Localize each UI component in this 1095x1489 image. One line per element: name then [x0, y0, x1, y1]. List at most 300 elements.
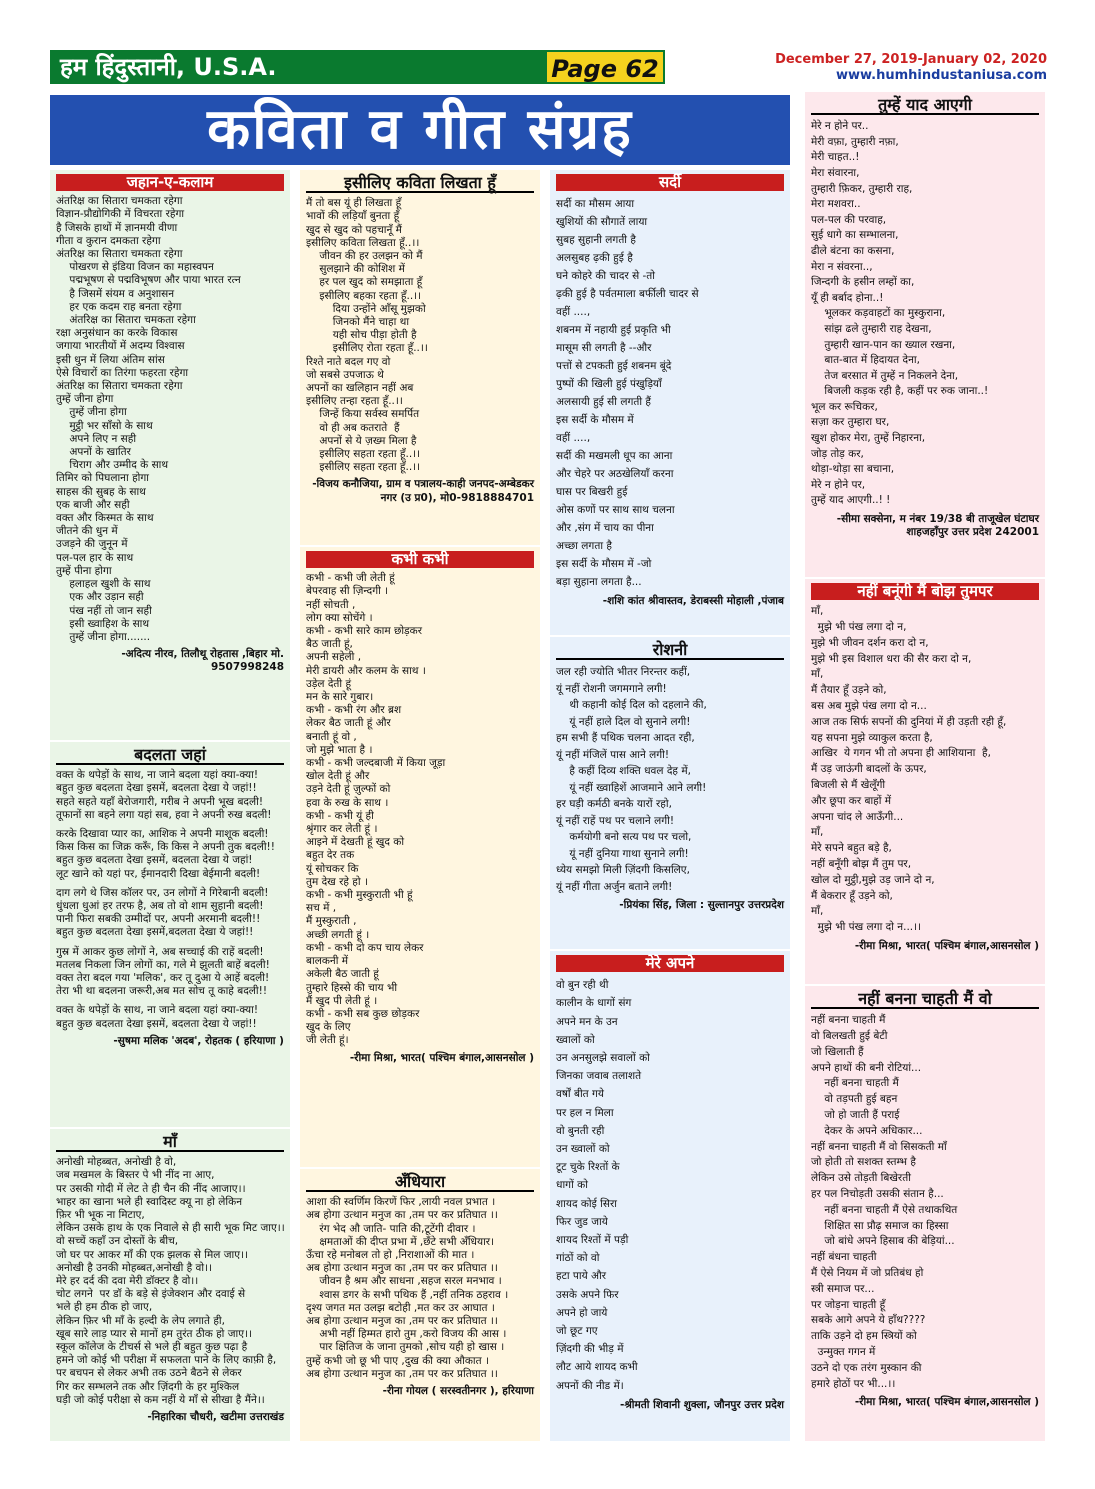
poem-line: बहुत कुछ बदलता देखा इसमें, बदलता देखा ये जहां! [56, 854, 253, 867]
poem-line: हम सभी हैं पथिक चलना आदत रही, [556, 732, 695, 745]
poem-line: घने कोहरे की चादर से -तो [556, 270, 656, 283]
poem-line: नहीं बंधना चाहती [811, 1251, 877, 1264]
poem-line: वर्षों बीत गये [556, 1088, 605, 1101]
poem-line: जिन्हें किया सर्वस्व समर्पित [306, 408, 420, 421]
poem-body [306, 572, 534, 1047]
poem-line: वक्त के थपेड़ों के साथ, ना जाने बदला यहां क्या-क्या! [56, 769, 259, 782]
poem-line: अंतरिक्ष का सितारा चमकता रहेगा [56, 314, 196, 327]
poem-title: नहीं बनना चाहती मैं वो [811, 990, 1039, 1009]
poem-line: कालीन के धागों संग [556, 997, 632, 1010]
poem-badalta-jahan [50, 742, 290, 1127]
poem-line: मन के सारे गुबार। [306, 691, 374, 704]
poem-line: आज तक सिर्फ सपनों की दुनियां में ही उड़ती रही हूँ, [811, 715, 1007, 728]
poem-author: -विजय कनौजिया, ग्राम व पत्रालय-काही जनपद-अम्बेडकर नगर (उ प्र0), मो0-9818884701 [312, 478, 534, 504]
poem-title: नहीं बनूंगी मैं बोझ तुमपर [811, 583, 1039, 600]
poem-line: यूं सोचकर कि [306, 862, 359, 875]
poem-line: ढ़की हुई है पर्वतमाला बर्फीली चादर से [556, 288, 699, 301]
poem-isiliye-kavita [300, 170, 540, 545]
poem-line: अंतरिक्ष का सितारा चमकता रहेगा [56, 248, 183, 261]
poem-line: पानी फिरा सबकी उम्मीदों पर, अपनी अरमानी बदली!! [56, 913, 261, 926]
poem-line: अलसायी हुई सी लगती हैं [556, 396, 651, 409]
poem-line: अंतरिक्ष का सितारा चमकता रहेगा [56, 380, 183, 393]
poem-line: थोड़ा-थोड़ा सा बचाना, [811, 463, 895, 476]
poem-line: इसीलिए बहका रहता हूँ..।। [306, 289, 422, 302]
poem-line: उन अनसुलझे सवालों को [556, 1052, 650, 1065]
poem-body [56, 769, 284, 1031]
poem-line: पुष्पों की खिली हुई पंखुड़ियाँ [556, 378, 662, 391]
poem-line: जगाया भारतीयों में अदम्य विश्वास [56, 340, 185, 353]
poem-line: उजड़ने की जुनून में [56, 538, 128, 551]
poem-line: इसीलिए तन्हा रहता हूँ..।। [306, 395, 403, 408]
poem-line: पार क्षितिज के जाना तुमको ,सोच यही हो खास । [306, 1341, 505, 1354]
poem-line: श्रृंगार कर लेती हूं । [306, 823, 378, 836]
poem-line: अपने मन के उन [556, 1015, 618, 1028]
poem-line: अभी नहीं हिम्मत हारो तुम ,करो विजय की आस । [306, 1328, 507, 1341]
poem-line: धागों को [556, 1179, 588, 1192]
poem-line: माँ, [811, 605, 824, 618]
poem-title: तुम्हें याद आएगी [811, 96, 1039, 115]
poem-line: मेरा न संवरना.., [811, 260, 873, 273]
poem-line: खोल देती हूं और [306, 770, 370, 783]
poem-line: माँ, [811, 826, 824, 839]
poem-line: रक्षा अनुसंधान का करके विकास [56, 327, 178, 340]
poem-line: लौट आये शायद कभी [556, 1361, 638, 1374]
website-link[interactable]: www.humhindustaniusa.com [835, 68, 1047, 83]
poem-line: है जिसमें संयम व अनुशासन [56, 287, 175, 300]
poem-line: एक और उड़ान सही [56, 591, 144, 604]
poem-line: कर्मयोगी बनो सत्य पथ पर चलो, [556, 831, 692, 844]
poem-line: ताकि उड़ने दो हम स्त्रियों को [811, 1330, 917, 1343]
poem-body [556, 664, 784, 895]
poem-line: पल-पल की परवाह, [811, 213, 887, 226]
poem-line: मैं तैयार हूँ उड़ने को, [811, 684, 887, 697]
poem-mere-apne [550, 951, 790, 1441]
poem-line: बिजली कड़क रही है, कहीं पर रुक जाना..! [811, 385, 989, 398]
poem-line: अलसुबह ढ़की हुई है [556, 252, 633, 265]
poem-line: ज़िंदगी की भीड़ में [556, 1343, 624, 1356]
poem-line: माँ, [811, 668, 824, 681]
poem-line: तुम्हारे हिस्से की चाय भी [306, 981, 398, 994]
poem-line: नहीं बनना चाहती मैं ऐसे तथाकथित [811, 1203, 958, 1216]
poem-line: नहीं सोचती , [306, 598, 356, 611]
poem-line: बहुत कुछ बदलता देखा इसमें, बदलता देखा ये जहां!! [56, 782, 257, 795]
poem-author: -रीमा मिश्रा, भारत( पश्चिम बंगाल,आसनसोल ) [854, 939, 1039, 952]
poem-line: नहीं बनना चाहती मैं [811, 1014, 886, 1027]
poem-line: मैं खुद पी लेती हूं । [306, 994, 378, 1007]
poem-line: और चेहरे पर अठखेलियाँ करना [556, 468, 674, 481]
poem-line: वो ही अब कतराते हैं [306, 421, 400, 434]
poem-line: हमारे होठों पर भी...।। [811, 1377, 896, 1390]
poem-line: जोड़ तोड़ कर, [811, 447, 864, 460]
poem-line: सच में , [306, 902, 337, 915]
poem-line: रिश्ते नाते बदल गए वो [306, 355, 391, 368]
poem-line: तुम देख रहे हो । [306, 875, 368, 888]
poem-line: नहीं बनूँगी बोझ मैं तुम पर, [811, 857, 912, 870]
poem-line: लेकिन उसके हाथ के एक निवाले से ही सारी भूक मिट जाए।। [56, 1222, 285, 1235]
poem-title: माँ [56, 1133, 284, 1152]
poem-title: बदलता जहां [56, 746, 284, 765]
poem-line: तुम्हें जीना होगा....... [56, 630, 151, 643]
poem-line: शिक्षित सा प्रौढ़ समाज का हिस्सा [811, 1219, 949, 1232]
poem-line: यही सोच पीड़ा होती है [306, 329, 417, 342]
poem-title: सर्दी [556, 174, 784, 191]
poem-line: अपनों के खातिर [56, 446, 131, 459]
poem-body [556, 976, 784, 1395]
poem-author: -निहारिका चौधरी, खटीमा उत्तराखंड [147, 1411, 284, 1424]
poem-line: गांठों को वो [556, 1252, 600, 1265]
poem-line: मेरे न होने पर, [811, 478, 866, 491]
poem-line: कभी - कभी यूं ही [306, 809, 374, 822]
poem-line: हर एक कदम राह बनता रहेगा [56, 300, 182, 313]
poem-line: अपने हो जाये [556, 1306, 608, 1319]
poem-line: घड़ी जो कोई परीक्षा से कम नहीं ये माँ से सीखा है मैंने।। [56, 1393, 265, 1406]
poem-line: यूं नहीं रोशनी जगमगाने लगी! [556, 682, 667, 695]
poem-line: बस अब मुझे पंख लगा दो न... [811, 699, 927, 712]
poem-line: फ़िर भी भूक ना मिटाए, [56, 1209, 145, 1222]
poem-body [306, 1196, 534, 1381]
poem-line: और छूपा कर बाहों में [811, 794, 892, 807]
poem-line: भूल कर रूचिकर, [811, 400, 878, 413]
poem-line: जीवन की हर उलझन को मैं [306, 250, 423, 263]
poem-line: मेरे हर दर्द की दवा मेरी डॉक्टर है वो।। [56, 1275, 199, 1288]
poem-line: जिनको मैंने चाहा था [306, 316, 410, 329]
poem-title: रोशनी [556, 641, 784, 660]
poem-title: कभी कभी [306, 551, 534, 568]
poem-body [811, 1013, 1039, 1392]
poem-line: मैं तो बस यूं ही लिखता हूँ [306, 197, 402, 210]
poem-line: जो बांधे अपने हिसाब की बेड़ियां... [811, 1235, 955, 1248]
poem-line: बनाती हूं वो , [306, 730, 357, 743]
poem-line: जो होती तो सशक्त स्तम्भ है [811, 1156, 916, 1169]
poem-line: बड़ा सुहाना लगता है... [556, 576, 642, 589]
poem-line: मेरा संवारना, [811, 166, 860, 179]
poem-line: तेज बरसात में तुम्हें न निकलने देना, [811, 369, 959, 382]
poem-line: बिजली से मैं खेलूँगी [811, 778, 886, 791]
poem-line: गिर कर सम्भलने तक और ज़िंदगी के हर मुश्किल [56, 1380, 240, 1393]
poem-line: श्वास डगर के सभी पथिक हैं ,नहीं तनिक ठहराव । [306, 1288, 509, 1301]
poem-line: लेकिन फ़िर भी माँ के हल्दी के लेप लगाते ही, [56, 1314, 225, 1327]
poem-line: कभी - कभी जल्दबाजी में किया जूड़ा [306, 757, 446, 770]
poem-line: मुझे भी पंख लगा दो न, [811, 621, 907, 633]
poem-line: सुई धागे का सम्भालना, [811, 229, 899, 242]
poem-line: इसीलिए सहता रहता हूँ..।। [306, 448, 421, 461]
poem-line: सुबह सुहानी लगती है [556, 234, 636, 247]
poem-line: अनोखी है उनकी मोहब्बत,अनोखी है वो।। [56, 1261, 213, 1274]
poem-line: टूट चुके रिश्तों के [556, 1161, 620, 1174]
poem-sardi [550, 170, 790, 635]
masthead-brand: हम हिंदुस्तानी, U.S.A. [50, 50, 550, 84]
poem-line: कभी - कभी रंग और ब्रश [306, 704, 402, 717]
poem-line: पर जोड़ना चाहती हूँ [811, 1298, 886, 1311]
poem-line: इसी ख्वाहिश के साथ [56, 617, 150, 630]
poem-line: वो तड़पती हुई बहन [811, 1093, 898, 1106]
poem-line: सुलझाने की कोशिश में [306, 263, 405, 276]
poem-line: विज्ञान-प्रौद्योगिकी में विचरता रहेगा [56, 208, 185, 221]
poem-line: पल-पल हार के साथ [56, 551, 134, 564]
poem-line: चोट लगने पर डॉ के बड़े से इंजेक्शन और दवाई से [56, 1288, 246, 1301]
poem-line: हवा के रुख के साथ । [306, 796, 389, 809]
poem-line: मासूम सी लगती है --और [556, 342, 652, 355]
poem-line: बहुत कुछ बदलता देखा इसमें, बदलता देखा ये जहां!! [56, 1017, 257, 1030]
poem-line: जो हो जाती हैं पराई [811, 1108, 900, 1121]
poem-line: ध्येय समझो मिली ज़िंदगी किसलिए, [556, 864, 690, 877]
poem-line: खुद से खुद को पहचानूँ मैं [306, 223, 402, 236]
poem-line: अपनों की नीड में। [556, 1379, 624, 1392]
poem-line: बात-बात में हिदायत देना, [811, 354, 920, 367]
poem-line: क्षमताओं की दीप्त प्रभा में ,छँटे सभी अँधियार। [306, 1235, 495, 1248]
poem-line: ढीले बंटना का कसना, [811, 244, 895, 257]
poem-line: वक्त के थपेड़ों के साथ, ना जाने बदला यहां क्या-क्या! [56, 1004, 259, 1017]
poem-line: कभी - कभी सारे काम छोड़कर [306, 625, 423, 638]
poem-line: नहीं बनना चाहती मैं [811, 1077, 899, 1090]
poem-body [56, 1156, 284, 1407]
poem-line: गीता व कुरान दमकता रहेगा [56, 234, 161, 247]
poem-line: वो बिलखती हुई बेटी [811, 1030, 888, 1042]
poem-line: हटा पाये और [556, 1270, 607, 1283]
poem-line: लेकर बैठ जाती हूं और [306, 717, 391, 730]
poem-line: इसीलिए कविता लिखता हूँ..।। [306, 236, 420, 249]
poem-line: मुट्ठी भर साँसो के साथ [56, 419, 153, 432]
poem-line: एक बाजी और सही [56, 498, 130, 511]
poem-line: जो खिलाती हैं [811, 1045, 864, 1058]
poem-line: यह सपना मुझे व्याकुल करता है, [811, 731, 933, 744]
poem-line: धुंधला धुआं हर तरफ है, अब तो वो शाम सुहानी बदली! [56, 900, 264, 913]
poem-line: यूं नहीं मंजिलें पास आने लगी! [556, 748, 670, 761]
poem-line: ऐसे विचारों का तिरंगा फहरता रहेगा [56, 366, 189, 379]
poem-line: भूलकर कड़वाहटों का मुस्कुराना, [811, 307, 946, 320]
poem-line: साहस की सुबह के साथ [56, 485, 146, 498]
poem-line: थी कहानी कोई दिल को दहलाने की, [556, 699, 707, 712]
poem-line: कभी - कभी दो कप चाय लेकर [306, 941, 424, 954]
poem-line: यूं नहीं गीता अर्जुन बताने लगी! [556, 880, 673, 893]
poem-line: मेरी डायरी और कलम के साथ । [306, 664, 426, 677]
poem-line: मतलब निकला जिन लोगों का, गले मे झुलती बाहें बदली! [56, 958, 270, 971]
poem-line: अब होगा उत्थान मनुज का ,तम पर कर प्रतिघात ।। [306, 1209, 498, 1222]
poem-line: जिनका जवाब तलाशते [556, 1070, 642, 1083]
poem-line: स्त्री समाज पर... [811, 1282, 875, 1295]
poem-line: घास पर बिखरी हुई [556, 486, 628, 499]
poem-line: उड़ने देती हूं ज़ुल्फों को [306, 783, 391, 796]
poem-line: मेरी चाहत..! [811, 151, 860, 164]
poem-line: इसी धुन में लिया अंतिम सांस [56, 353, 165, 366]
poem-line: पत्तों से टपकती हुई शबनम बूंदे [556, 360, 672, 373]
poem-line: तुम्हारी फ़िकर, तुम्हारी राह, [811, 182, 913, 195]
poem-line: भावों की लड़ियाँ बुनता हूँ [306, 210, 400, 223]
poem-line: सांझ ढले तुम्हारी राह देखना, [811, 322, 932, 335]
poem-body [556, 195, 784, 591]
poem-line: हर पल खुद को समझाता हूँ [306, 276, 423, 289]
poem-body [811, 119, 1039, 509]
poem-line: अकेली बैठ जाती हूं [306, 968, 379, 981]
poem-line: शबनम में नहायी हुई प्रकृति भी [556, 324, 671, 337]
poem-line: तुम्हें जीना होगा [56, 406, 127, 419]
poem-line: अपनों का खलिहान नहीं अब [306, 382, 414, 395]
poem-line: जो सबसे उपजाऊ थे [306, 368, 384, 381]
poem-line: इस सर्दी के मौसम में -जो [556, 558, 652, 571]
poem-line: ओस कणों पर साथ साथ चलना [556, 504, 675, 517]
poem-line: जो मुझे भाता है । [306, 743, 373, 756]
poem-andhiyara [300, 1169, 540, 1441]
poem-line: कभी - कभी मुस्कुराती भी हूं [306, 889, 413, 902]
poem-line: उन ख्वालों को [556, 1143, 610, 1156]
poem-line: दृश्य जगत मत उलझ बटोही ,मत कर उर आघात । [306, 1301, 495, 1314]
poem-line: यूँ ही बर्बाद होना..! [811, 291, 884, 304]
poem-line: उड़ेल देती हूं [306, 677, 352, 690]
poem-line: रंग भेद औ जाति- पाति की,टूटेंगी दीवार । [306, 1222, 476, 1235]
poem-tumhe-yaad-aayegi [805, 92, 1045, 577]
poem-line: मुझे भी इस विशाल धरा की सैर करा दो न, [811, 652, 972, 665]
poem-line: सबके आगे अपने ये हाँथ???? [811, 1314, 926, 1327]
poem-line: जो घर पर आकर माँ की एक झलक से मिल जाए।। [56, 1248, 248, 1261]
issue-date: December 27, 2019-January 02, 2020 [775, 52, 1047, 67]
poem-title: जहान-ए-कलाम [56, 174, 284, 191]
poem-line: बैठ जाती हूं, [306, 638, 353, 651]
poem-nahi-banungi-bojh [805, 579, 1045, 984]
poem-line: है जिसके हाथों में ज्ञानमयी वीणा [56, 221, 178, 234]
poem-line: यूं नहीं राहें पथ पर चलाने लगी! [556, 814, 675, 827]
page-header [0, 0, 1095, 90]
poem-line: ऊँचा रहे मनोबल तो हो ,निराशाओं की मात । [306, 1249, 475, 1262]
poem-line: गुस्र में आकर कुछ लोगों ने, अब सच्चाई की राहें बदली! [56, 945, 264, 958]
poem-line: यूं नहीं ख्वाहिशें आजमाने आने लगी! [556, 781, 707, 794]
poem-line: मैं ऐसे नियम में जो प्रतिबंध हो [811, 1266, 924, 1279]
poem-line: हलाहल खुशी के साथ [56, 578, 151, 591]
poem-line: खुश होकर मेरा, तुम्हें निहारना, [811, 432, 926, 445]
poem-line: भले ही हम ठीक हो जाए, [56, 1301, 153, 1314]
poem-line: उठने दो एक तरंग मुस्कान की [811, 1361, 922, 1374]
poem-line: तूफानों सा बहने लगा यहां सब, हवा ने अपनी रुख बदली! [56, 808, 272, 821]
poem-line: करके दिखावा प्यार का, आशिक ने अपनी माशूक बदली! [56, 828, 269, 841]
poem-line: जब मखमल के बिस्तर पे भी नींद ना आए, [56, 1169, 215, 1182]
poem-body [56, 195, 284, 644]
poem-line: जिन्दगी के हसीन लम्हों का, [811, 276, 915, 289]
poem-author: -रीमा मिश्रा, भारत( पश्चिम बंगाल,आसनसोल ) [349, 1051, 534, 1064]
poem-kabhi-kabhi [300, 547, 540, 1167]
poem-line: अपनों से ये ज़ख्म मिला है [306, 434, 417, 447]
poem-line: वो बुनती रही [556, 1124, 605, 1137]
poem-line: खुशियों की सौगातें लाया [556, 216, 648, 229]
poem-author: -प्रियंका सिंह, जिला : सुल्तानपुर उत्तरप्रदेश [619, 899, 784, 912]
poem-line: खोल दो मुट्ठी,मुझे उड़ जाने दो न, [811, 873, 935, 886]
poem-line: लेकिन उसे तोड़ती बिखेरती [811, 1172, 911, 1185]
poem-author: -शशि कांत श्रीवास्तव, डेराबस्सी मोहाली ,पंजाब [602, 595, 784, 608]
poem-line: जीवन है श्रम और साधना ,सहज सरल मनभाव । [306, 1275, 502, 1288]
poem-line: हर घड़ी कर्मठी बनके यारों रहो, [556, 798, 672, 811]
poem-line: तेरा भी था बदलना जरूरी,अब मत सोच तू काहे बदली!! [56, 985, 268, 998]
page-number: Page 62 [545, 50, 665, 84]
poem-line: हमने जो कोई भी परीक्षा में सफलता पाने के लिए काफ़ी है, [56, 1354, 277, 1367]
poem-line: इसीलिए रोता रहता हूँ..।। [306, 342, 428, 355]
poem-line: खुद के लिए [306, 1021, 351, 1034]
poem-line: अपने हाथों की बनी रोटियां... [811, 1061, 922, 1074]
poem-line: उसके अपने फिर [556, 1288, 619, 1301]
poem-nahi-banna-chahti [805, 986, 1045, 1441]
poem-roshni [550, 637, 790, 949]
poem-line: वहीं ...., [556, 306, 591, 319]
poem-line: देकर के अपने अधिकार... [811, 1124, 923, 1137]
poem-line: बहुत कुछ बदलता देखा इसमें,बदलता देखा ये जहां!! [56, 926, 254, 939]
poem-line: वक्त और किस्मत के साथ [56, 512, 154, 525]
poem-line: खूब सारे लाड़ प्यार से मानों हम तुरंत ठीक हो जाए।। [56, 1327, 253, 1340]
poem-line: दिया उन्होंने आँसू मुझको [306, 302, 426, 315]
poem-line: मुझे भी जीवन दर्शन करा दो न, [811, 636, 929, 649]
poem-maa [50, 1129, 290, 1441]
poem-line: किस किस का जिक्र करूँ, कि किस ने अपनी तुक बदली!! [56, 841, 275, 854]
poem-author: -अदित्य नीरव, तिलौथू रोहतास ,बिहार मो. 9507998248 [121, 648, 284, 674]
poem-line: वक्त तेरा बदल गया 'मलिक', कर तू दुआ ये आहें बदली! [56, 972, 270, 985]
poem-line: वो बुन रही थी [556, 979, 609, 992]
poem-line: लोग क्या सोचेंगे । [306, 611, 373, 624]
poem-line: लूट खाने को यहां पर, ईमानदारी दिखा बेईमानी बदली! [56, 867, 261, 880]
poem-line: अनोखी मोहब्बत, अनोखी है वो, [56, 1156, 177, 1169]
poem-jahan-e-kalam [50, 170, 290, 740]
poem-line: इस सर्दी के मौसम में [556, 414, 634, 427]
poem-line: मैं उड़ जाऊंगी बादलों के ऊपर, [811, 763, 927, 776]
poem-author: -सुषमा मलिक 'अदब', रोहतक ( हरियाणा ) [113, 1034, 284, 1047]
poem-line: अब होगा उत्थान मनुज का ,तम पर कर प्रतिघात ।। [306, 1367, 498, 1380]
poem-line: अंतरिक्ष का सितारा चमकता रहेगा [56, 195, 183, 208]
poem-line: जीतने की धुन में [56, 525, 118, 538]
poem-line: मेरा मशवरा.. [811, 198, 861, 211]
poem-line: तुम्हें कभी जो छू भी पाए ,दुख की क्या औकात । [306, 1354, 489, 1367]
poem-line: ख्वालों को [556, 1033, 595, 1046]
poem-line: शायद रिश्तों में पड़ी [556, 1234, 629, 1247]
poem-line: पद्मभूषण से पद्मविभूषण और पाया भारत रत्न [56, 274, 241, 287]
poem-line: मुझे भी पंख लगा दो न...।। [811, 921, 922, 934]
poem-line: स्कूल कॉलेज के टीचर्स से भले ही बहुत कुछ पढ़ा है [56, 1341, 248, 1354]
poem-title: मेरे अपने [556, 955, 784, 972]
poem-line: है कहीं दिव्य शक्ति धवल देह में, [556, 765, 691, 778]
poem-line: आखिर ये गगन भी तो अपना ही आशियाना है, [811, 747, 991, 760]
poem-line: पोखरण से इंडिया विजन का महास्वपन [56, 261, 214, 274]
poem-line: बेपरवाह सी ज़िन्दगी । [306, 585, 389, 598]
poem-line: तुम्हें जीना होगा [56, 393, 114, 406]
poem-line: जो छूट गए [556, 1325, 598, 1338]
poem-line: हर पल निचोड़ती उसकी संतान है... [811, 1187, 944, 1200]
poem-line: शायद कोई सिरा [556, 1197, 617, 1210]
poem-line: वो सच्चें कहाँ उन दोस्तों के बीच, [56, 1235, 179, 1248]
poem-line: अच्छा लगता है [556, 540, 612, 553]
poem-line: मेरी वफ़ा, तुम्हारी नफ़ा, [811, 135, 899, 148]
poem-author: -रीमा मिश्रा, भारत( पश्चिम बंगाल,आसनसोल ) [854, 1396, 1039, 1409]
poem-line: अपना चांद ले आऊँगी... [811, 810, 904, 823]
poem-title: अँधियारा [306, 1173, 534, 1192]
poem-line: उन्मुक्त गगन में [811, 1345, 876, 1358]
poem-line: भाहर का खाना भले ही स्वादिस्ट क्यू ना हो लेकिन [56, 1195, 243, 1208]
poem-line: मेरे सपने बहुत बड़े है, [811, 842, 892, 855]
poem-line: अपनी सहेली , [306, 651, 362, 664]
poem-line: तुम्हें याद आएगी..! ! [811, 494, 891, 507]
poem-line: माँ, [811, 905, 824, 918]
poem-line: यूं नहीं हाले दिल वो सुनाने लगी! [556, 715, 691, 728]
poem-line: मैं मुस्कुराती , [306, 915, 357, 928]
poem-line: पर उसकी गोदी में लेट ते ही चैन की नींद आजाए।। [56, 1182, 246, 1195]
poem-line: बहुत देर तक [306, 849, 355, 862]
poem-line: पर बचपन से लेकर अभी तक उठने बैठने से लेकर [56, 1367, 242, 1380]
poem-line: नहीं बनना चाहती मैं वो सिसकती माँ [811, 1140, 947, 1153]
poem-body [811, 604, 1039, 936]
poem-author: -सीमा सक्सेना, म नंबर 19/38 बी ताजूखेल घंटाघर शाहजहाँपुर उत्तर प्रदेश 242001 [836, 513, 1039, 539]
poem-line: जल रही ज्योति भीतर निरन्तर कहीं, [556, 666, 691, 679]
poem-line: सहते सहते यहाँ बेरोजगारी, गरीब ने अपनी भूख बदली! [56, 795, 264, 808]
poem-line: बालकनी में [306, 955, 349, 968]
poem-line: सर्दी की मखमली धूप का आना [556, 450, 673, 463]
poem-line: सज़ा कर तुम्हारा घर, [811, 416, 890, 429]
poem-line: तुम्हारी खान-पान का ख्याल रखना, [811, 338, 956, 351]
poem-line: अच्छी लगती हूं । [306, 928, 370, 941]
poem-line: जी लेती हूं। [306, 1034, 349, 1047]
poem-line: यूं नहीं दुनिया गाथा सुनाने लगी! [556, 847, 689, 860]
